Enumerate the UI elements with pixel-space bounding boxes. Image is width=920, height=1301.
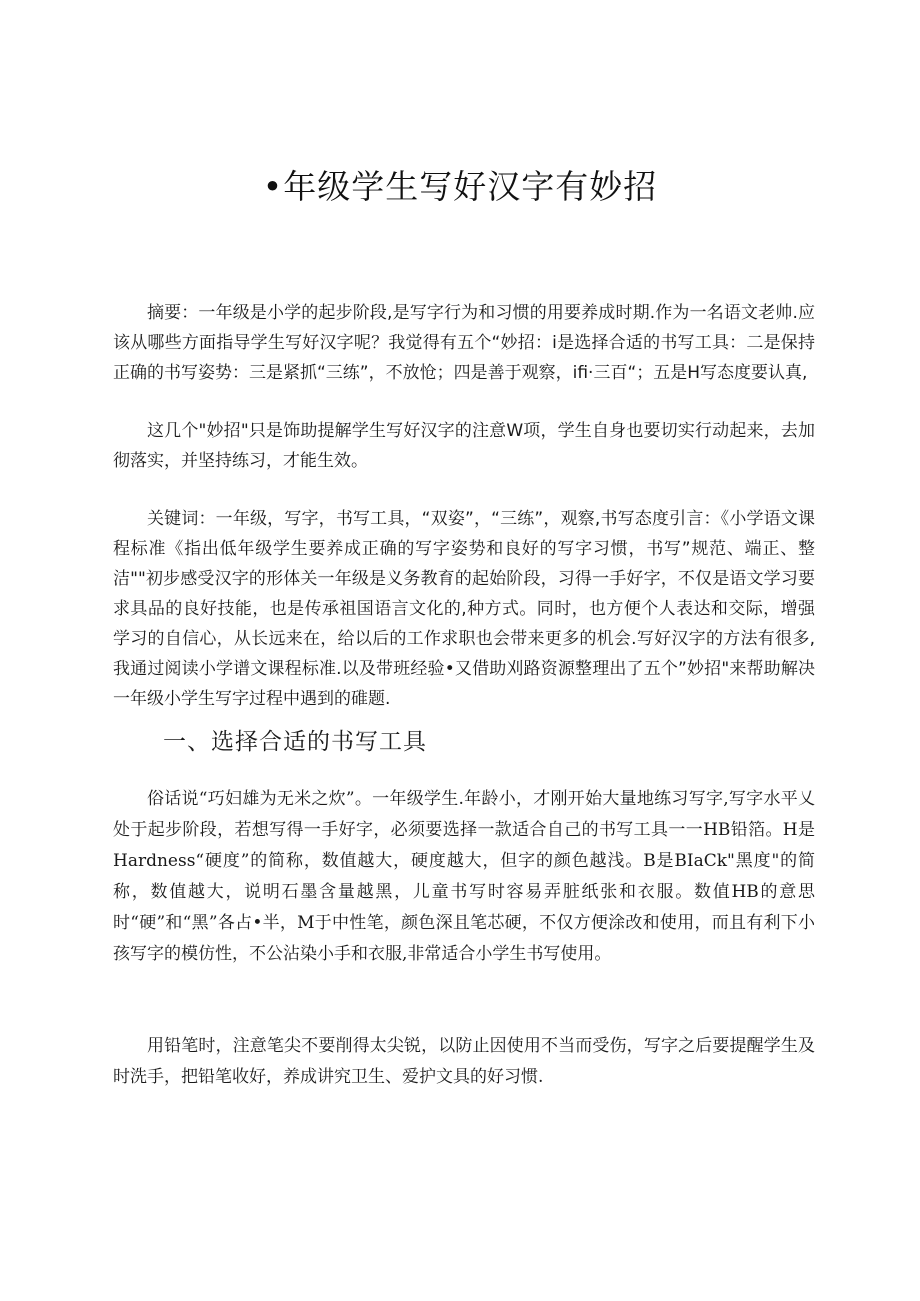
section-heading-writing-tools: 一、选择合适的书写工具 bbox=[163, 729, 427, 755]
body-paragraph-pencil-use: 用铅笔时，注意笔尖不要削得太尖锐，以防止因使用不当而受伤，写字之后要提醒学生及时洗手，把铅笔收好，养成讲究卫生、爱护文具的好习惯. bbox=[113, 1036, 815, 1087]
note-paragraph: 这几个"妙招"只是饰助提解学生写好汉字的注意W项，学生自身也要切实行动起来，去加彻落实，并坚持练习，才能生效。 bbox=[113, 421, 815, 471]
keywords-introduction-paragraph: 关键词：一年级，写字，书写工具，“双姿”，“三练”，观察,书写态度引言：《小学语文课程标准《指出低年级学生要养成正确的写字姿势和良好的写字习惯，书写”规范、端正、整洁""初步感受汉字的形体关一年级是义务教育的起始阶段，习得一手好字，不仅是语文学习要求具品的良好技能，也是传承祖国语言文化的,种方式。同时，也方便个人表达和交际，增强学习的自信心，从长远来在，给以后的工作求职也会带来更多的机会.写好汉字的方法有很多,我通过阅读小学谱文课程标准.以及带班经验•又借助刈路资源整理出了五个”妙招"来帮助解决一年级小学生写字过程中遇到的碓题. bbox=[113, 509, 815, 709]
body-paragraph-pencil-choice: 俗话说“巧妇雄为无米之炊”。一年级学生.年龄小，才刚开始大量地练习写字,写字水平乂处于起步阶段，若想写得一手好字，必须要选择一款适合自己的书写工具一一HB铅箔。H是Hardness“硬度”的简称，数值越大，硬度越大，但字的颜色越浅。B是BIaCk"黑度"的简称，数值越大，说明石墨含量越黑，儿童书写时容易弄脏纸张和衣服。数值HB的意思时“硬”和“黑”各占•半，M于中性笔，颜色深且笔芯硬，不仅方便涂改和使用，而且有利下小孩写字的模仿性，不公沾染小手和衣服,非常适合小学生书写使用。 bbox=[113, 789, 815, 964]
document-title: •年级学生写好汉字有妙招 bbox=[262, 167, 658, 206]
abstract-paragraph: 摘要：一年级是小学的起步阶段,是写字行为和习惯的用要养成时期.作为一名语文老帅.应该从哪些方面指导学生写好汉字呢？我觉得有五个“妙招：i是选择合适的书写工具：二是保持正确的书写姿势：三是紧抓“三练”，不放怆；四是善于观察，ifi·三百“；五是H写态度要认真, bbox=[113, 303, 815, 383]
